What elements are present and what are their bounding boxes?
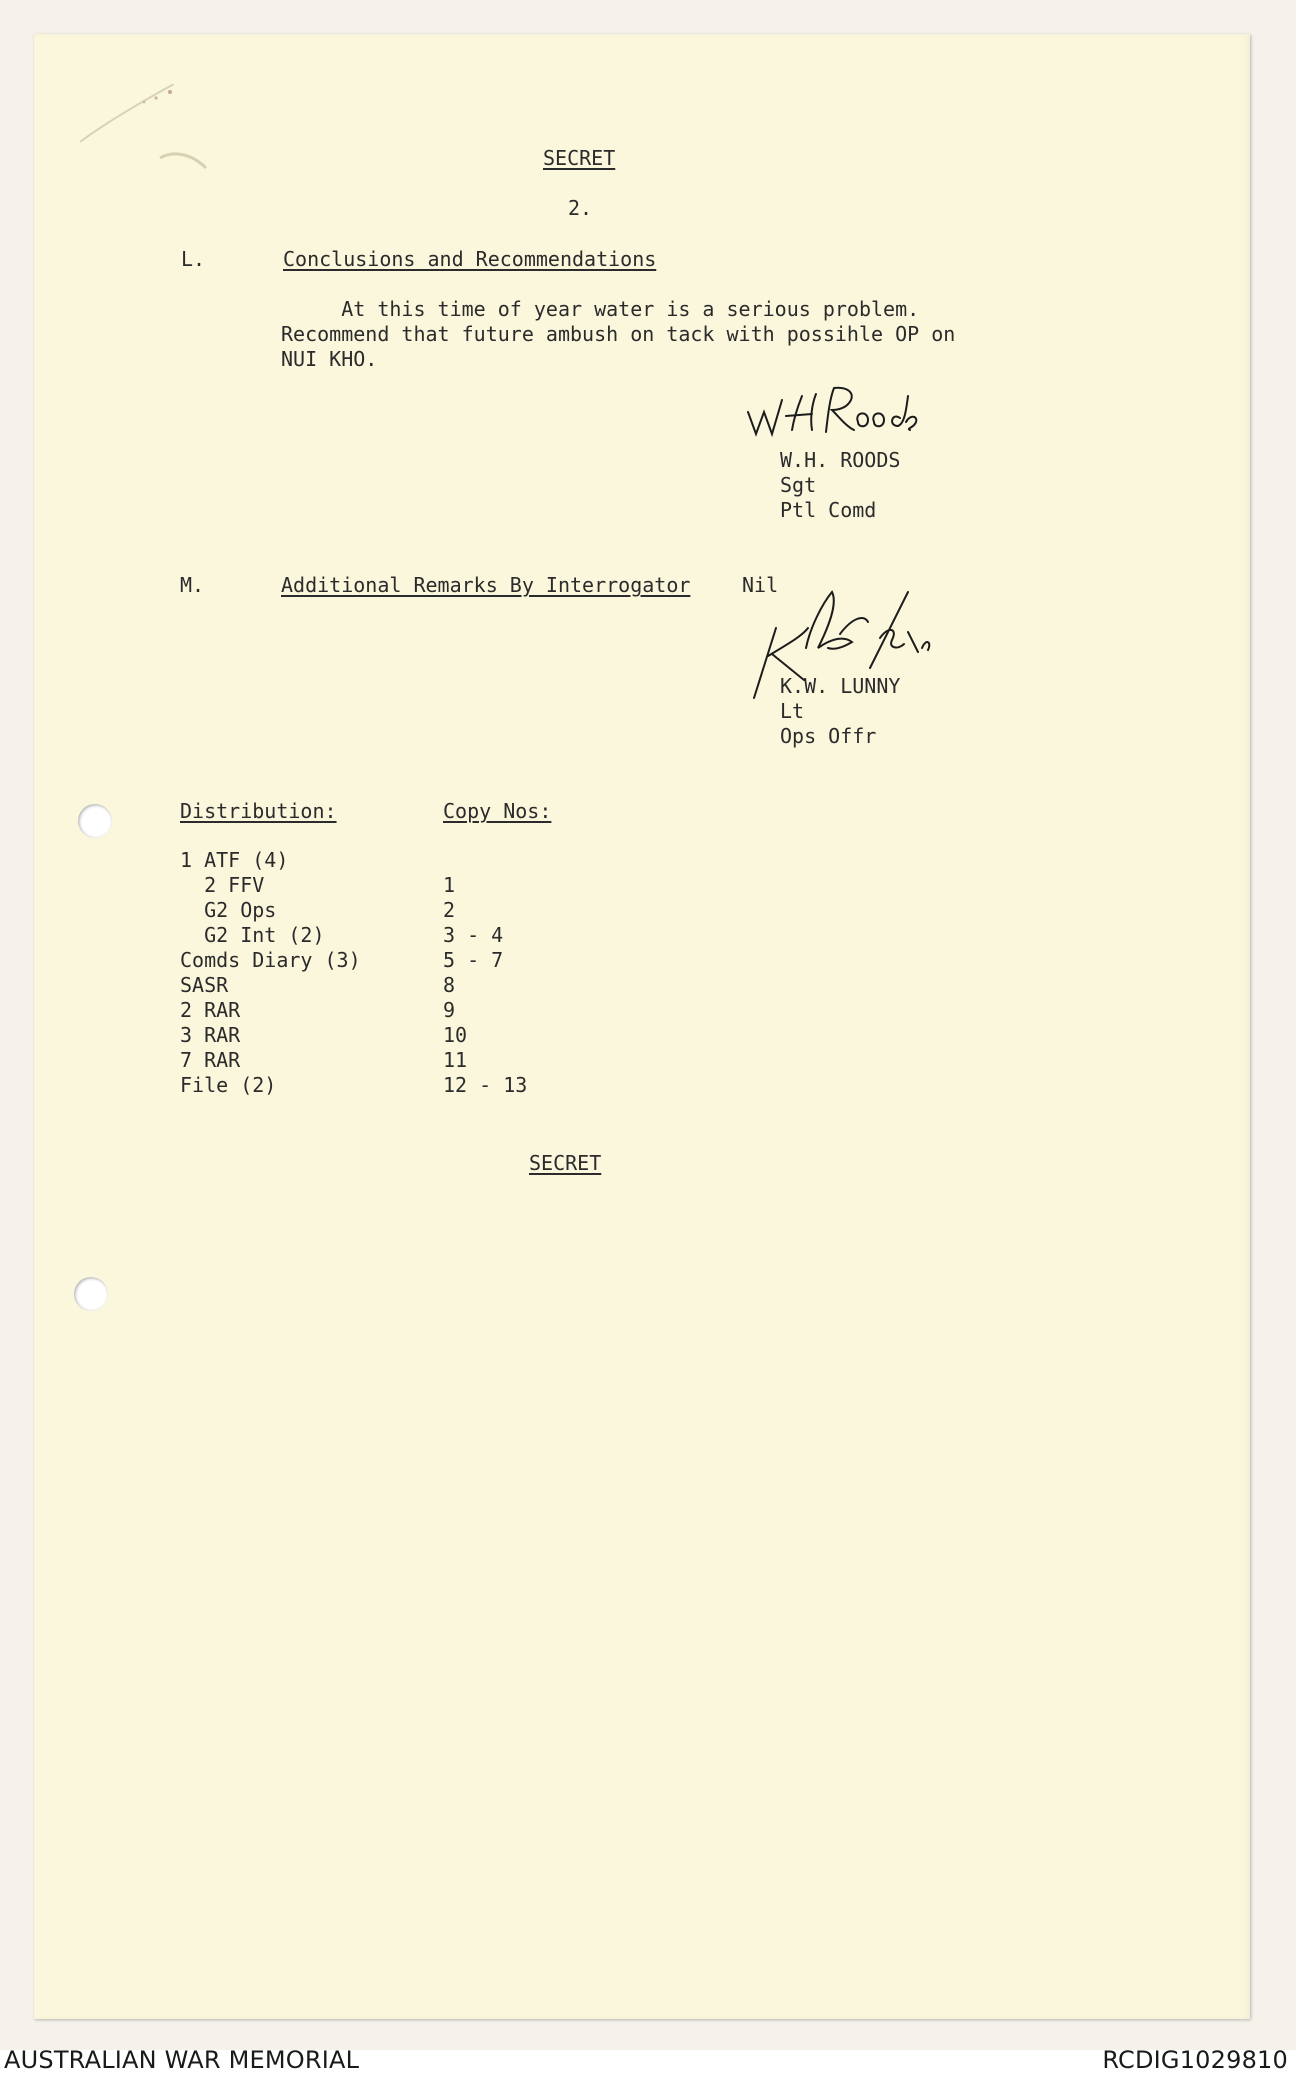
distribution-label: 7 RAR xyxy=(180,1048,241,1072)
section-l-line-3: NUI KHO. xyxy=(281,347,378,371)
section-l-line-2: Recommend that future ambush on tack with possihle OP on xyxy=(281,322,956,346)
section-l-letter: L. xyxy=(181,247,206,271)
distribution-label: 2 RAR xyxy=(180,998,241,1022)
distribution-row xyxy=(180,998,527,1023)
distribution-row xyxy=(180,898,527,923)
footer-classification: SECRET xyxy=(529,1151,602,1175)
distribution-row xyxy=(180,1073,527,1098)
lunny-role: Ops Offr xyxy=(780,724,877,748)
archive-footer-left: AUSTRALIAN WAR MEMORIAL xyxy=(4,2046,360,2074)
section-l-line-1: At this time of year water is a serious problem. xyxy=(281,297,920,321)
distribution-heading: Distribution: xyxy=(180,799,337,823)
distribution-label: 1 ATF (4) xyxy=(180,848,289,872)
distribution-label: Comds Diary (3) xyxy=(180,948,361,972)
distribution-label: 3 RAR xyxy=(180,1023,241,1047)
punch-hole-top xyxy=(78,804,112,838)
distribution-copies: 12 - 13 xyxy=(443,1073,528,1097)
distribution-label: File (2) xyxy=(180,1073,277,1097)
distribution-label: 2 FFV xyxy=(180,873,265,897)
distribution-copies: 5 - 7 xyxy=(443,948,504,972)
distribution-label: G2 Int (2) xyxy=(180,923,325,947)
distribution-copies: 10 xyxy=(443,1023,468,1047)
archive-footer-right: RCDIG1029810 xyxy=(1102,2046,1288,2074)
lunny-rank: Lt xyxy=(780,699,805,723)
section-m-value: Nil xyxy=(742,573,779,597)
roods-name: W.H. ROODS xyxy=(780,448,901,472)
staple-mark xyxy=(74,84,214,184)
roods-role: Ptl Comd xyxy=(780,498,877,522)
distribution-row xyxy=(180,848,527,873)
distribution-copies: 2 xyxy=(443,898,456,922)
distribution-row xyxy=(180,973,527,998)
distribution-copies: 11 xyxy=(443,1048,468,1072)
section-m-letter: M. xyxy=(180,573,205,597)
header-classification: SECRET xyxy=(543,146,616,170)
distribution-row xyxy=(180,1023,527,1048)
distribution-row xyxy=(180,948,527,973)
distribution-row xyxy=(180,923,527,948)
roods-signature xyxy=(742,382,942,444)
distribution-table xyxy=(180,848,527,1098)
copy-nos-heading: Copy Nos: xyxy=(443,799,552,823)
distribution-row xyxy=(180,1048,527,1073)
punch-hole-bottom xyxy=(74,1277,108,1311)
distribution-label: G2 Ops xyxy=(180,898,277,922)
distribution-copies: 8 xyxy=(443,973,456,997)
distribution-copies: 1 xyxy=(443,873,456,897)
roods-rank: Sgt xyxy=(780,473,817,497)
lunny-name: K.W. LUNNY xyxy=(780,674,901,698)
section-l-heading: Conclusions and Recommendations xyxy=(283,247,657,271)
section-m-heading: Additional Remarks By Interrogator xyxy=(281,573,691,597)
distribution-copies: 9 xyxy=(443,998,456,1022)
distribution-copies: 3 - 4 xyxy=(443,923,504,947)
distribution-row xyxy=(180,873,527,898)
distribution-label: SASR xyxy=(180,973,229,997)
page-number: 2. xyxy=(568,196,593,220)
distribution-copies xyxy=(443,848,527,873)
